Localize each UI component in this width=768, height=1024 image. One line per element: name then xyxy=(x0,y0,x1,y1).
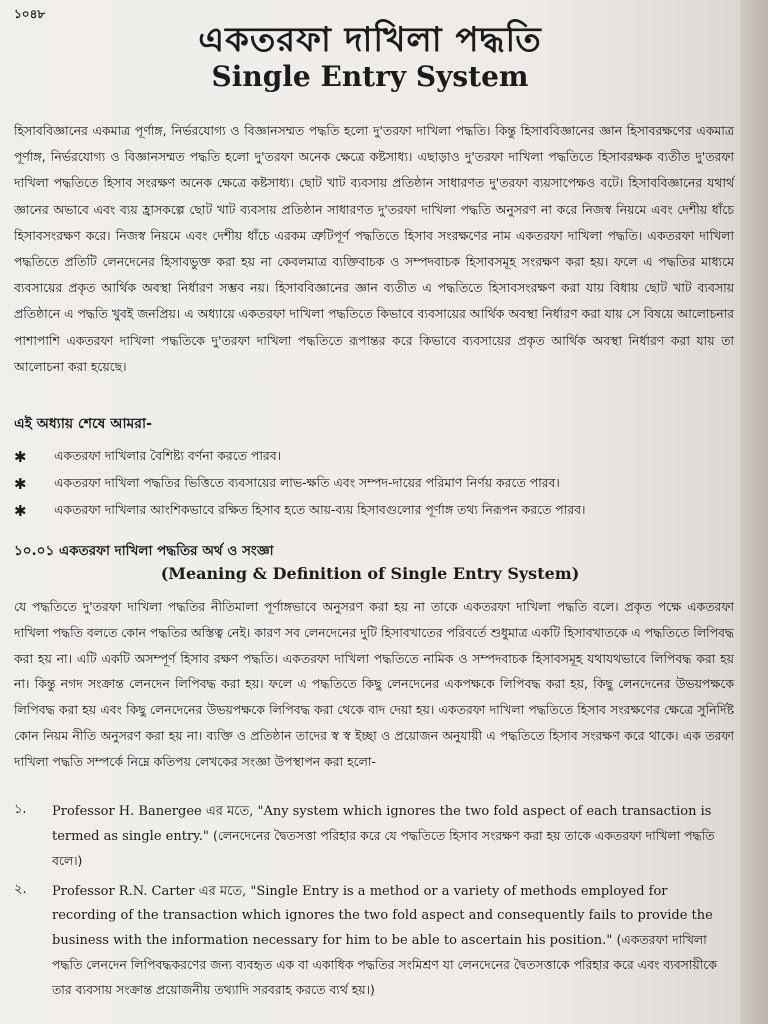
definition-english: Professor R.N. Carter এর মতে, "Single Entry is a method or a variety of methods employed for recording of the transaction which ignores the two fold aspect and consequently fails to provide the business with the information necessary for him to be able to ascertain his position." xyxy=(52,884,713,948)
definition-number: ১. xyxy=(14,802,27,817)
asterisk-bullet-icon: ✱ xyxy=(14,475,27,493)
definition-item xyxy=(14,880,734,1003)
objective-text: একতরফা দাখিলার আংশিকভাবে রক্ষিত হিসাব হতে আয়-ব্যয় হিসাবগুলোর পূর্ণাঙ্গ তথ্য নিরূপন করতে পারব। xyxy=(54,502,586,517)
page-number: ১০৪৮ xyxy=(14,7,46,21)
definition-bengali: (একতরফা দাখিলা পদ্ধতি লেনদেন লিপিবদ্ধকরণের জন্য ব্যবহৃত এক বা একাধিক পদ্ধতির সংমিশ্রণ যা লেনদেনের দ্বৈতসত্তাকে পরিহার করে এবং ব্যবসায়ীকে তার ব্যবসায় সংক্রান্ত প্রয়োজনীয় তথ্যাদি সরবরাহ করতে ব্যর্থ হয়।) xyxy=(52,932,717,997)
definition-text xyxy=(52,880,734,1003)
definition-english: Professor H. Banergee এর মতে, "Any system which ignores the two fold aspect of each transaction is termed as single entry." xyxy=(52,804,712,844)
objective-item xyxy=(14,502,734,529)
chapter-title-bengali: একতরফা দাখিলা পদ্ধতি xyxy=(198,20,542,60)
asterisk-bullet-icon: ✱ xyxy=(14,448,27,466)
definition-bengali: (লেনদেনের দ্বৈতসত্তা পরিহার করে যে পদ্ধতিতে হিসাব সংরক্ষণ করা হয় তাকে একতরফা দাখিলা পদ্ধতি বলে।) xyxy=(52,828,715,868)
definition-number: ২. xyxy=(14,882,27,897)
section-subheading: (Meaning & Definition of Single Entry System) xyxy=(160,564,580,583)
intro-paragraph: হিসাববিজ্ঞানের একমাত্র পূর্ণাঙ্গ, নির্ভরযোগ্য ও বিজ্ঞানসম্মত পদ্ধতি হলো দু'তরফা দাখিলা পদ্ধতি। কিন্তু হিসাববিজ্ঞানের জ্ঞান হিসাবরক্ষণের একমাত্র পূর্ণাঙ্গ, নির্ভরযোগ্য ও বিজ্ঞানসম্মত পদ্ধতি হলো দু'তরফা অনেক ক্ষেত্রে কষ্টসাধ্য। এছাড়াও দু'তরফা দাখিলা পদ্ধতিতে হিসাবরক্ষক ব্যতীত দু'তরফা দাখিলা পদ্ধতিতে হিসাব সংরক্ষণ অনেক ক্ষেত্রে কষ্টসাধ্য। ছোট খাট ব্যবসায় প্রতিষ্ঠান সাধারণত দু'তরফা ব্যয়সাপেক্ষও বটে। হিসাববিজ্ঞানের যথার্থ জ্ঞানের অভাবে এবং ব্যয় হ্রাসকল্পে ছোট খাট ব্যবসায় প্রতিষ্ঠান সাধারণত দু'তরফা দাখিলা পদ্ধতি অনুসরণ না করে নিজস্ব নিয়মে এবং দেশীয় ধাঁচে হিসাবসংরক্ষণ করে। নিজস্ব নিয়মে এবং দেশীয় ধাঁচে এরকম ত্রুটিপূর্ণ পদ্ধতিতে হিসাব সংরক্ষণের নাম একতরফা দাখিলা পদ্ধতি। একতরফা দাখিলা পদ্ধতিতে প্রতিটি লেনদেনের হিসাবভুক্ত করা হয় না কেবলমাত্র ব্যক্তিবাচক ও সম্পদবাচক হিসাবসমূহ সংরক্ষণ করা হয়। ফলে এ পদ্ধতির মাধ্যমে ব্যবসায়ের প্রকৃত আর্থিক অবস্থা নির্ধারণ সম্ভব নয়। হিসাববিজ্ঞানের জ্ঞান ব্যতীত এ পদ্ধতিতে হিসাবসংরক্ষণ করা যায় বিধায় ছোট খাট ব্যবসায় প্রতিষ্ঠানে এ পদ্ধতি খুবই জনপ্রিয়। এ অধ্যায়ে একতরফা দাখিলা পদ্ধতিতে কিভাবে ব্যবসায়ের আর্থিক অবস্থা নির্ধারণ করা যায় সে বিষয়ে আলোচনার পাশাপাশি একতরফা দাখিলা পদ্ধতিকে দু'তরফা দাখিলা পদ্ধতিতে রূপান্তর করে কিভাবে ব্যবসায়ের প্রকৃত আর্থিক অবস্থা নির্ধারণ করা যায় তা আলোচনা করা হয়েছে। xyxy=(14,123,734,374)
chapter-title-english: Single Entry System xyxy=(211,60,529,93)
section-heading: ১০.০১ একতরফা দাখিলা পদ্ধতির অর্থ ও সংজ্ঞা xyxy=(14,543,274,559)
definition-text xyxy=(52,800,734,874)
definition-item xyxy=(14,800,734,874)
objective-text: একতরফা দাখিলার বৈশিষ্ট্য বর্ণনা করতে পারব। xyxy=(54,448,282,463)
objective-text: একতরফা দাখিলা পদ্ধতির ভিত্তিতে ব্যবসায়ের লাভ-ক্ষতি এবং সম্পদ-দায়ের পরিমাণ নির্ণয় করতে পারব। xyxy=(54,475,560,490)
page-edge-shadow xyxy=(740,0,768,1024)
asterisk-bullet-icon: ✱ xyxy=(14,502,27,520)
objectives-list xyxy=(14,448,734,529)
objective-item xyxy=(14,448,734,475)
objectives-heading: এই অধ্যায় শেষে আমরা- xyxy=(14,416,152,432)
objective-item xyxy=(14,475,734,502)
section-paragraph: যে পদ্ধতিতে দু'তরফা দাখিলা পদ্ধতির নীতিমালা পূর্ণাঙ্গভাবে অনুসরণ করা হয় না তাকে একতরফা দাখিলা পদ্ধতি বলে। প্রকৃত পক্ষে একতরফা দাখিলা পদ্ধতি বলতে কোন পদ্ধতির অস্তিত্ব নেই। কারণ সব লেনদেনের দুটি হিসাবখাতের পরিবর্তে শুধুমাত্র একটি হিসাবখাতকে এ পদ্ধতিতে লিপিবদ্ধ করা হয় না। এটি একটি অসম্পূর্ণ হিসাব রক্ষণ পদ্ধতি। একতরফা দাখিলা পদ্ধতিতে নামিক ও সম্পদবাচক হিসাবসমূহ যথাযথভাবে লিপিবদ্ধ করা হয় না। কিন্তু নগদ সংক্রান্ত লেনদেন লিপিবদ্ধ করা হয়। ফলে এ পদ্ধতিতে কিছু লেনদেনের একপক্ষকে লিপিবদ্ধ করা হয়, কিছু লেনদেনের উভয়পক্ষকে লিপিবদ্ধ করা হয় এবং কিছু লেনদেনের উভয়পক্ষকে লিপিবদ্ধ করা থেকে বাদ দেয়া হয়। একতরফা দাখিলা পদ্ধতিতে হিসাব সংরক্ষণের ক্ষেত্রে সুনির্দিষ্ট কোন নিয়ম নীতি অনুসরণ করা হয় না। ব্যক্তি ও প্রতিষ্ঠান তাদের স্ব স্ব ইচ্ছা ও প্রয়োজন অনুযায়ী এ পদ্ধতিতে হিসাব সংরক্ষণ করে থাকে। এক তরফা দাখিলা পদ্ধতি সম্পর্কে নিম্নে কতিপয় লেখকের সংজ্ঞা উপস্থাপন করা হলো- xyxy=(14,599,734,769)
definitions-list xyxy=(14,800,734,1009)
